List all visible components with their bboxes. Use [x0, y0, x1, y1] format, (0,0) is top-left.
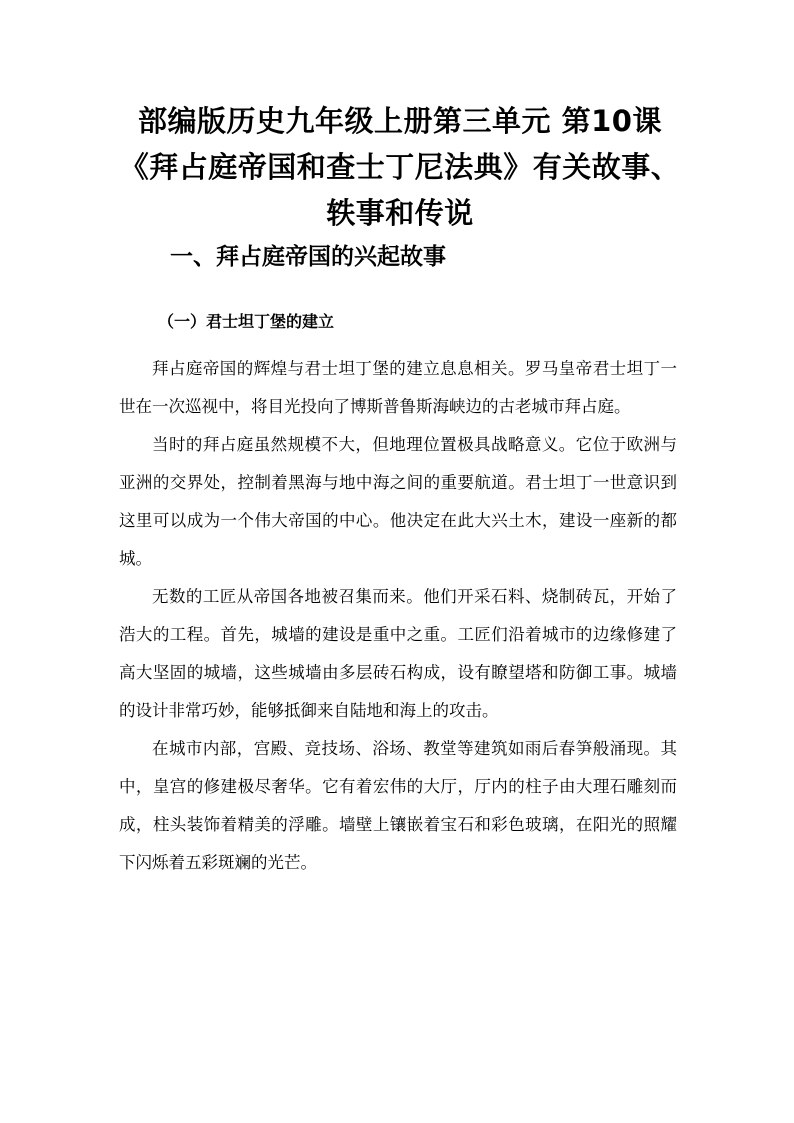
- paragraph: 无数的工匠从帝国各地被召集而来。他们开采石料、烧制砖瓦，开始了浩大的工程。首先，城墙的建设是重中之重。工匠们沿着城市的边缘修建了高大坚固的城墙，这些城墙由多层砖石构成，设有瞭望塔和防御工事。城墙的设计非常巧妙，能够抵御来自陆地和海上的攻击。: [119, 587, 677, 720]
- paragraph: 在城市内部，宫殿、竞技场、浴场、教堂等建筑如雨后春笋般涌现。其中，皇宫的修建极尽奢华。它有着宏伟的大厅，厅内的柱子由大理石雕刻而成，柱头装饰着精美的浮雕。墙壁上镶嵌着宝石和彩色玻璃，在阳光的照耀下闪烁着五彩斑斓的光芒。: [119, 739, 677, 872]
- document-title: 部编版历史九年级上册第三单元 第10课《拜占庭帝国和查士丁尼法典》有关故事、轶事和传说: [119, 104, 681, 230]
- body-text: [119, 350, 677, 882]
- paragraph: 当时的拜占庭虽然规模不大，但地理位置极具战略意义。它位于欧洲与亚洲的交界处，控制着黑海与地中海之间的重要航道。君士坦丁一世意识到这里可以成为一个伟大帝国的中心。他决定在此大兴土木，建设一座新的都城。: [119, 435, 677, 568]
- paragraph: 拜占庭帝国的辉煌与君士坦丁堡的建立息息相关。罗马皇帝君士坦丁一世在一次巡视中，将目光投向了博斯普鲁斯海峡边的古老城市拜占庭。: [119, 359, 677, 416]
- section-heading: 一、拜占庭帝国的兴起故事: [170, 244, 446, 270]
- subsection-heading: （一）君士坦丁堡的建立: [158, 312, 335, 331]
